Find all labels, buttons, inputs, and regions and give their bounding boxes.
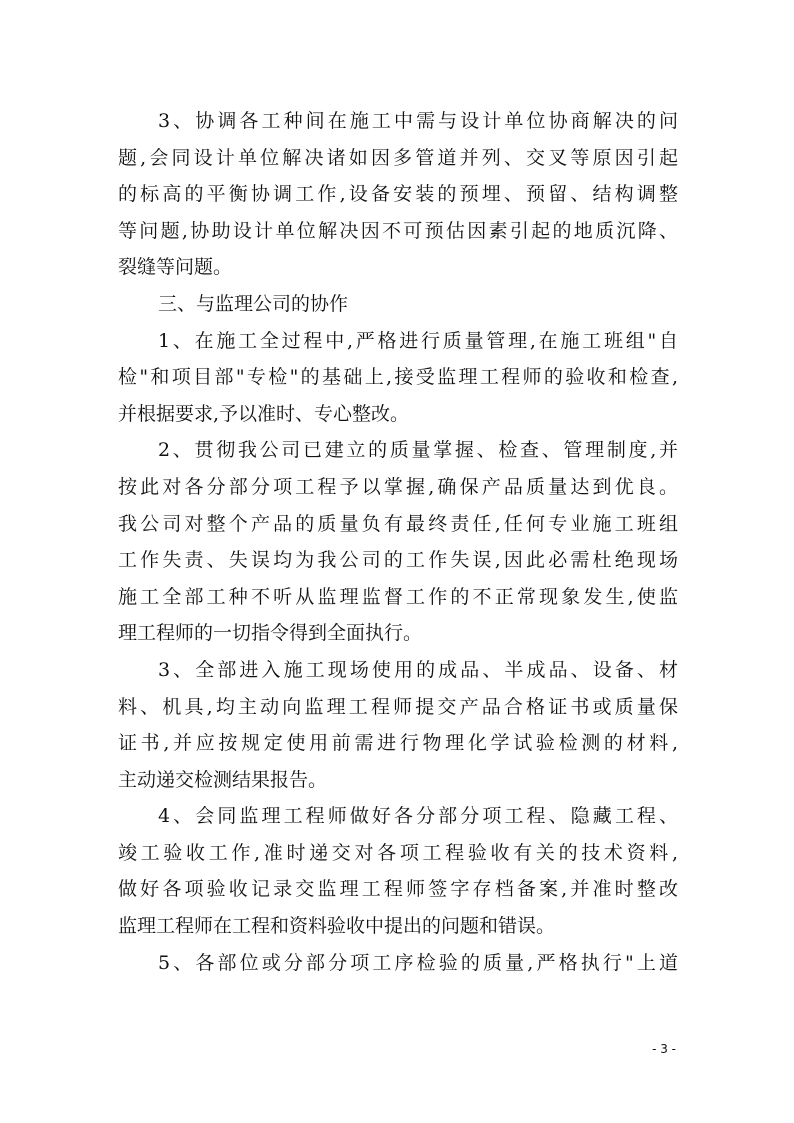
document-body	[118, 103, 678, 981]
paragraph-line: 3、全部进入施工现场使用的成品、半成品、设备、材	[158, 658, 678, 681]
paragraph-line: 4、会同监理工程师做好各分部分项工程、隐藏工程、	[158, 805, 678, 828]
paragraph	[118, 103, 678, 286]
paragraph	[118, 432, 678, 652]
paragraph	[118, 798, 678, 944]
heading-text: 三、与监理公司的协作	[158, 292, 349, 315]
page-number: - 3 -	[652, 1042, 676, 1056]
paragraph-line: 并根据要求,予以准时、专心整改。	[118, 402, 410, 425]
paragraph-line: 3、协调各工种间在施工中需与设计单位协商解决的问	[158, 110, 678, 132]
paragraph-line: 证书,并应按规定使用前需进行物理化学试验检测的材料,	[118, 732, 678, 755]
paragraph-line: 2、贯彻我公司已建立的质量掌握、检查、管理制度,并	[158, 439, 678, 462]
paragraph-line: 题,会同设计单位解决诸如因多管道并列、交叉等原因引起	[118, 146, 678, 169]
paragraph-line: 的标高的平衡协调工作,设备安装的预埋、预留、结构调整	[118, 183, 678, 206]
paragraph-line: 理工程师的一切指令得到全面执行。	[118, 622, 423, 645]
paragraph-line: 施工全部工种不听从监理监督工作的不正常现象发生,使监	[118, 585, 678, 608]
paragraph-line: 工作失责、失误均为我公司的工作失误,因此必需杜绝现场	[118, 549, 678, 572]
paragraph-line: 我公司对整个产品的质量负有最终责任,任何专业施工班组	[118, 512, 678, 535]
paragraph	[118, 652, 678, 798]
paragraph-line: 竣工验收工作,准时递交对各项工程验收有关的技术资料,	[118, 841, 678, 864]
paragraph-line: 主动递交检测结果报告。	[118, 768, 328, 791]
section-heading	[118, 286, 678, 323]
paragraph-line: 裂缝等问题。	[118, 256, 233, 279]
paragraph-line: 按此对各分部分项工程予以掌握,确保产品质量达到优良。	[118, 475, 678, 498]
paragraph-line: 做好各项验收记录交监理工程师签字存档备案,并准时整改	[118, 878, 678, 901]
paragraph-line: 5、各部位或分部分项工序检验的质量,严格执行"上道	[158, 951, 678, 974]
paragraph-line: 1、在施工全过程中,严格进行质量管理,在施工班组"自	[158, 329, 678, 352]
paragraph-line: 料、机具,均主动向监理工程师提交产品合格证书或质量保	[118, 695, 678, 718]
paragraph	[118, 323, 678, 433]
paragraph-line: 检"和项目部"专检"的基础上,接受监理工程师的验收和检查,	[118, 366, 678, 389]
paragraph-line: 监理工程师在工程和资料验收中提出的问题和错误。	[118, 915, 556, 938]
paragraph	[118, 945, 678, 982]
paragraph-line: 等问题,协助设计单位解决因不可预估因素引起的地质沉降、	[118, 219, 678, 242]
